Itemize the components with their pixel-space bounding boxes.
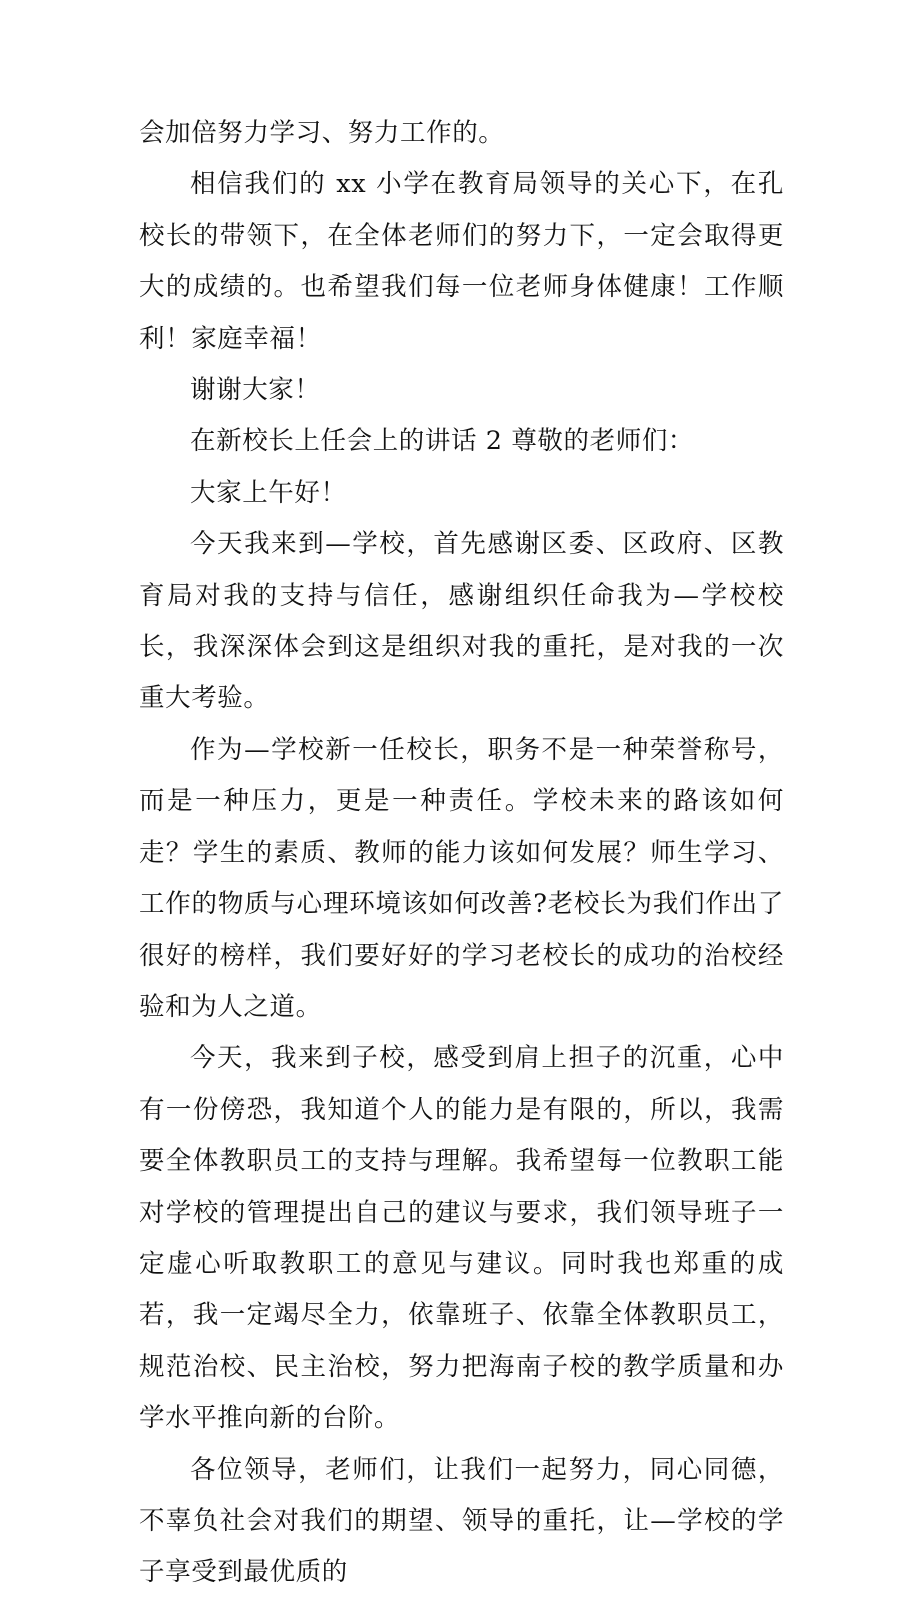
paragraph: 今天我来到—学校，首先感谢区委、区政府、区教育局对我的支持与信任，感谢组织任命我为—学校校长，我深深体会到这是组织对我的重托，是对我的一次重大考验。 [139, 529, 784, 714]
paragraph: 作为—学校新一任校长，职务不是一种荣誉称号，而是一种压力，更是一种责任。学校未来的路该如何走？学生的素质、教师的能力该如何发展？师生学习、工作的物质与心理环境该如何改善?老校长为我们作出了很好的榜样，我们要好好的学习老校长的成功的治校经验和为人之道。 [139, 734, 784, 1022]
paragraph: 相信我们的 xx 小学在教育局领导的关心下，在孔校长的带领下，在全体老师们的努力下，一定会取得更大的成绩的。也希望我们每一位老师身体健康！工作顺利！家庭幸福！ [139, 169, 784, 354]
paragraph: 在新校长上任会上的讲话 2 尊敬的老师们： [190, 426, 695, 457]
paragraph: 谢谢大家！ [190, 375, 321, 406]
document-body [139, 108, 784, 1599]
paragraph: 今天，我来到子校，感受到肩上担子的沉重，心中有一份傍恐，我知道个人的能力是有限的，所以，我需要全体教职员工的支持与理解。我希望每一位教职工能对学校的管理提出自己的建议与要求，我们领导班子一定虚心听取教职工的意见与建议。同时我也郑重的成若，我一定竭尽全力，依靠班子、依靠全体教职员工，规范治校、民主治校，努力把海南子校的教学质量和办学水平推向新的台阶。 [139, 1043, 784, 1434]
paragraph: 各位领导，老师们，让我们一起努力，同心同德，不辜负社会对我们的期望、领导的重托，让—学校的学子享受到最优质的 [139, 1454, 784, 1588]
paragraph: 大家上午好！ [190, 477, 347, 508]
paragraph: 会加倍努力学习、努力工作的。 [139, 118, 505, 148]
